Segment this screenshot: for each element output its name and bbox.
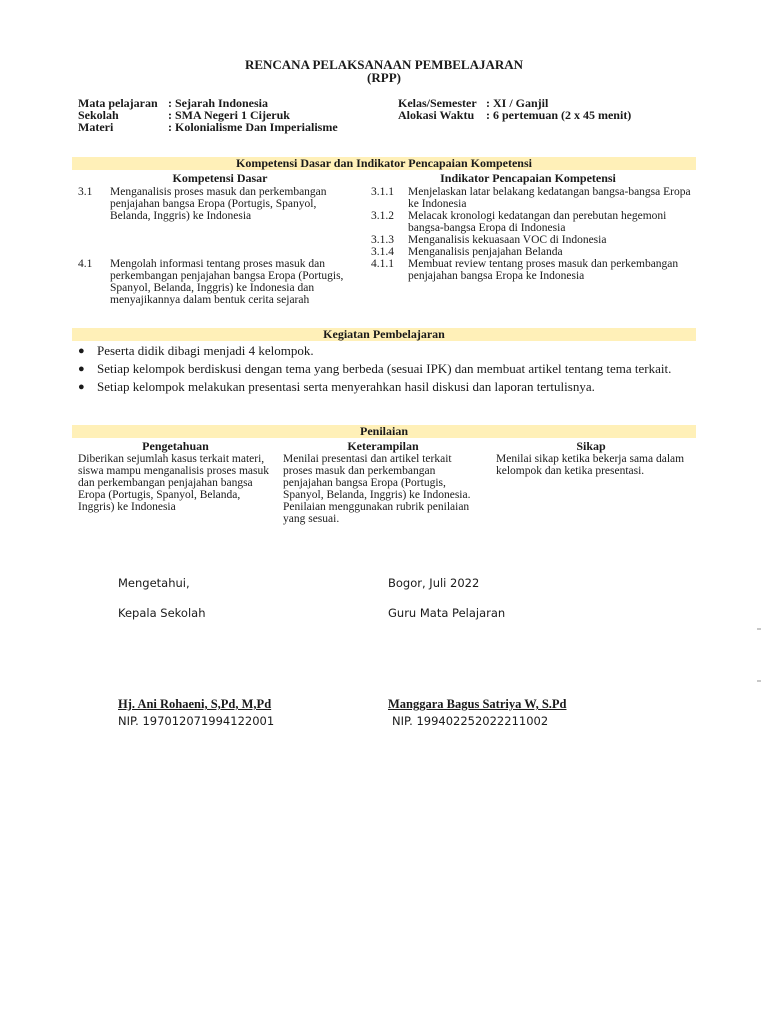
scan-mark [757, 680, 761, 682]
kegiatan-list [78, 343, 688, 397]
section-bar-penilaian: Penilaian [72, 425, 696, 438]
meta-key: Mata pelajaran [78, 96, 158, 110]
section-bar-kompetensi: Kompetensi Dasar dan Indikator Pencapaian Kompetensi [72, 157, 696, 170]
kd-text: Menganalisis proses masuk dan perkembangan penjajahan bangsa Eropa (Portugis, Spanyol, Belanda, Inggris) ke Indonesia [110, 186, 327, 222]
indikator-text: Menjelaskan latar belakang kedatangan bangsa-bangsa Eropa ke Indonesia [408, 186, 691, 210]
list-item [78, 379, 688, 395]
penilaian-text: Menilai sikap ketika bekerja sama dalam kelompok dan ketika presentasi. [496, 453, 685, 477]
signature-right-nip: NIP. 199402252022211002 [392, 714, 549, 728]
section-bar-kegiatan: Kegiatan Pembelajaran [72, 328, 696, 341]
meta-value: : Sejarah Indonesia [168, 96, 269, 110]
indikator-item [371, 186, 696, 210]
scan-mark [757, 628, 761, 630]
bullet-icon: ● [78, 381, 85, 393]
meta-row [78, 121, 338, 133]
signature-left-role: Kepala Sekolah [118, 606, 206, 620]
doc-subtitle: (RPP) [367, 70, 401, 85]
signature-right-place-date: Bogor, Juli 2022 [388, 576, 480, 590]
signature-left-line1: Mengetahui, [118, 576, 190, 590]
bullet-icon: ● [78, 345, 85, 357]
list-item-text: Peserta didik dibagi menjadi 4 kelompok. [97, 343, 314, 358]
penilaian-header: Keterampilan [347, 439, 419, 453]
indikator-number: 3.1.4 [371, 246, 394, 258]
meta-value: : 6 pertemuan (2 x 45 menit) [486, 108, 632, 122]
indikator-number: 3.1.1 [371, 186, 394, 198]
kd-number: 4.1 [78, 258, 93, 270]
indikator-text: Membuat review tentang proses masuk dan perkembangan penjajahan bangsa Eropa ke Indonesia [408, 258, 679, 282]
kd-number: 3.1 [78, 186, 93, 198]
list-item-text: Setiap kelompok melakukan presentasi serta menyerahkan hasil diskusi dan laporan tertulisnya. [97, 379, 595, 394]
indikator-number: 3.1.2 [371, 210, 394, 222]
list-item-text: Setiap kelompok berdiskusi dengan tema yang berbeda (sesuai IPK) dan membuat artikel tentang tema terkait. [97, 361, 672, 376]
kd-text: Mengolah informasi tentang proses masuk dan perkembangan penjajahan bangsa Eropa (Portugis, Spanyol, Belanda, Inggris) ke Indonesia dan menyajikannya dalam bentuk cerita sejarah [110, 258, 344, 306]
signature-right-role: Guru Mata Pelajaran [388, 606, 506, 620]
meta-row [398, 109, 631, 121]
indikator-text: Melacak kronologi kedatangan dan perebutan hegemoni bangsa-bangsa Eropa di Indonesia [408, 210, 667, 234]
meta-key: Alokasi Waktu [398, 108, 475, 122]
penilaian-keterampilan [283, 440, 483, 525]
indikator-item [371, 246, 696, 258]
meta-key: Sekolah [78, 108, 119, 122]
indikator-text: Menganalisis penjajahan Belanda [408, 246, 563, 258]
indikator-item [371, 234, 696, 246]
signature-right-name: Manggara Bagus Satriya W, S.Pd [388, 697, 567, 711]
meta-value: : Kolonialisme Dan Imperialisme [168, 120, 338, 134]
meta-value: : XI / Ganjil [486, 96, 549, 110]
penilaian-pengetahuan [78, 440, 273, 513]
list-item [78, 361, 688, 377]
meta-left [78, 97, 338, 133]
indikator-number: 4.1.1 [371, 258, 394, 270]
penilaian-sikap [496, 440, 686, 477]
doc-title: RENCANA PELAKSANAAN PEMBELAJARAN [244, 57, 524, 72]
signature-left-nip: NIP. 197012071994122001 [118, 714, 275, 728]
bullet-icon: ● [78, 363, 85, 375]
meta-value: : SMA Negeri 1 Cijeruk [168, 108, 290, 122]
indikator-item [371, 210, 696, 234]
indikator-item [371, 258, 696, 282]
column-header-indikator: Indikator Pencapaian Kompetensi [440, 171, 616, 185]
penilaian-text: Diberikan sejumlah kasus terkait materi, siswa mampu menganalisis proses masuk dan perkembangan penjajahan bangsa Eropa (Portugis, Spanyol, Belanda, Inggris) ke Indonesia [78, 453, 270, 513]
meta-key: Materi [78, 120, 114, 134]
signature-left-name: Hj. Ani Rohaeni, S,Pd, M,Pd [118, 697, 272, 711]
meta-key: Kelas/Semester [398, 96, 477, 110]
indikator-number: 3.1.3 [371, 234, 394, 246]
list-item [78, 343, 688, 359]
meta-right [398, 97, 631, 121]
kd-item [78, 186, 350, 222]
penilaian-header: Pengetahuan [142, 439, 209, 453]
indikator-text: Menganalisis kekuasaan VOC di Indonesia [408, 234, 607, 246]
penilaian-header: Sikap [576, 439, 606, 453]
column-header-kd: Kompetensi Dasar [172, 171, 268, 185]
kd-item [78, 258, 350, 306]
penilaian-text: Menilai presentasi dan artikel terkait proses masuk dan perkembangan penjajahan bangsa Eropa (Portugis, Spanyol, Belanda, Inggris) ke Indonesia. Penilaian menggunakan rubrik penilaian yang sesuai. [283, 453, 471, 525]
